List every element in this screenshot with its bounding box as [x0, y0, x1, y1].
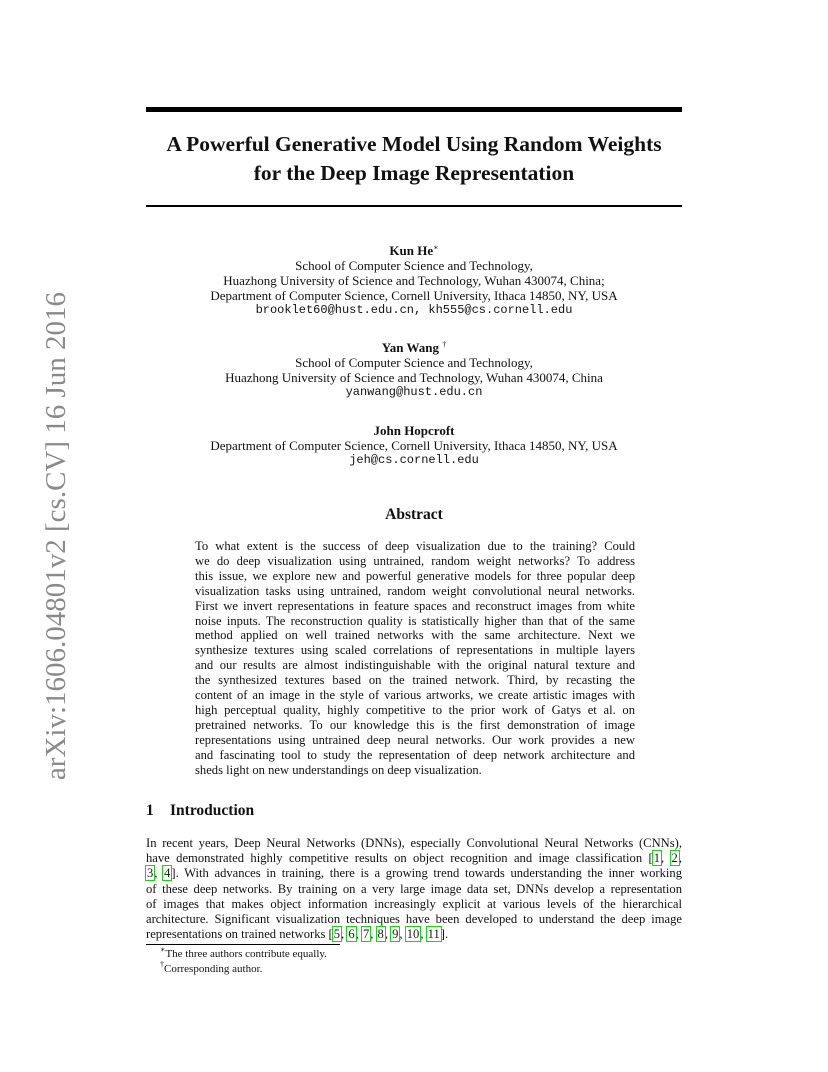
intro-line: 3, 4]. With advances in training, there is a growing trend towards understanding the inner working	[147, 866, 682, 881]
abstract-line: we do deep visualization using untrained, random weight networks? To address	[195, 553, 635, 568]
affiliation-line: Huazhong University of Science and Technology, Wuhan 430074, China	[225, 370, 603, 385]
intro-line: of images that makes object information increasingly explicit at various levels of the hierarchical	[146, 896, 682, 911]
citation-link[interactable]: 9	[392, 927, 399, 942]
author-email: brooklet60@hust.edu.cn, kh555@cs.cornell.edu	[255, 303, 573, 317]
footnote-1	[160, 945, 327, 961]
abstract-line: pretrained networks. To our knowledge this is the first demonstration of image	[195, 717, 635, 732]
abstract-line: synthesize textures using scaled correlations of representations in multiple layers	[195, 643, 635, 658]
section-title: Introduction	[170, 802, 255, 819]
author-email: jeh@cs.cornell.edu	[349, 453, 479, 467]
intro-text: ]. With advances in training, there is a growing trend towards understanding the inner working	[171, 866, 682, 881]
abstract-line: method applied on well trained networks with the same architecture. Next we	[195, 628, 635, 643]
citation-link[interactable]: 5	[333, 927, 341, 942]
citation-link[interactable]: 10	[406, 927, 420, 942]
title-line-1: A Powerful Generative Model Using Random Weights	[166, 132, 662, 156]
title-top-rule	[146, 107, 682, 112]
citation-link[interactable]: 11	[427, 927, 440, 942]
author-email: yanwang@hust.edu.cn	[345, 385, 483, 399]
footnote-text: Corresponding author.	[164, 963, 263, 975]
arxiv-identifier: arXiv:1606.04801v2 [cs.CV] 16 Jun 2016	[40, 291, 72, 781]
abstract-line: and fascinating tool to study the representation of deep network architecture and	[195, 747, 635, 762]
abstract-line: To what extent is the success of deep visualization due to the training? Could	[195, 539, 635, 553]
abstract-body	[195, 539, 635, 778]
citation-link[interactable]: 4	[164, 866, 171, 881]
affiliation-line: Department of Computer Science, Cornell University, Ithaca 14850, NY, USA	[210, 438, 618, 453]
footnote-mark: †	[160, 960, 164, 969]
abstract-line: noise inputs. The reconstruction quality is statistically higher than that of the same	[195, 613, 635, 628]
footnote-2	[160, 960, 263, 976]
paper-title	[130, 130, 698, 188]
abstract-line: this issue, we explore new and powerful generative models for three popular deep	[195, 568, 635, 583]
author-mark: ∗	[433, 243, 439, 252]
abstract-line: the synthesized textures based on the trained network. Third, by recasting the	[195, 673, 635, 688]
citation-link[interactable]: 2	[671, 851, 678, 866]
citation-link[interactable]: 8	[377, 927, 384, 942]
intro-line: In recent years, Deep Neural Networks (DNNs), especially Convolutional Neural Networks (CNNs),	[146, 836, 682, 850]
author-name: Kun He	[389, 243, 434, 258]
abstract-line: sheds light on new understandings on deep visualization.	[195, 762, 482, 777]
abstract-line: content of an image in the style of various artworks, we create artistic images with	[195, 688, 635, 703]
citation-link[interactable]: 3	[147, 866, 154, 881]
citation-link[interactable]: 7	[362, 927, 370, 942]
author-name: John Hopcroft	[373, 423, 455, 438]
affiliation-line: Department of Computer Science, Cornell University, Ithaca 14850, NY, USA	[210, 288, 618, 303]
abstract-line: high perceptual quality, highly competitive to the prior work of Gatys et al. on	[195, 702, 635, 717]
section-heading-introduction	[146, 802, 254, 820]
author-block-kun-he	[146, 243, 682, 318]
intro-line: architecture. Significant visualization techniques have been developed to understand the deep image	[146, 912, 682, 927]
intro-text: representations on trained networks [	[146, 927, 333, 942]
intro-line: representations on trained networks [5, 6, 7, 8, 9, 10, 11].	[146, 927, 449, 942]
intro-text: have demonstrated highly competitive results on object recognition and image classification [	[146, 851, 653, 866]
affiliation-line: School of Computer Science and Technology,	[295, 355, 533, 370]
affiliation-line: Huazhong University of Science and Technology, Wuhan 430074, China;	[223, 273, 605, 288]
abstract-line: representations using untrained deep neural networks. Our work provides a new	[195, 732, 635, 747]
citation-link[interactable]: 6	[348, 927, 355, 942]
title-line-2: for the Deep Image Representation	[253, 161, 575, 185]
author-block-yan-wang	[146, 340, 682, 400]
intro-line: have demonstrated highly competitive results on object recognition and image classification [1, 2,	[146, 851, 682, 866]
footnote-rule	[146, 944, 340, 945]
citation-link[interactable]: 1	[653, 851, 660, 866]
abstract-line: First we invert representations in feature spaces and reconstruct images from white	[195, 598, 635, 613]
author-block-john-hopcroft	[146, 423, 682, 468]
affiliation-line: School of Computer Science and Technology,	[295, 258, 533, 273]
footnote-mark: ∗	[160, 945, 166, 954]
abstract-heading: Abstract	[385, 506, 443, 523]
abstract-line: visualization tasks using untrained, random weight convolutional neural networks.	[195, 583, 635, 598]
intro-line: of these deep networks. By training on a very large image data set, DNNs develop a representation	[146, 881, 682, 896]
introduction-paragraph	[146, 836, 682, 942]
author-mark: †	[442, 340, 447, 349]
title-bottom-rule	[146, 205, 682, 207]
section-number: 1	[146, 802, 154, 819]
intro-text: ].	[440, 927, 449, 942]
abstract-line: and our results are almost indistinguishable with the original natural texture and	[195, 658, 635, 673]
footnote-text: The three authors contribute equally.	[165, 948, 327, 960]
author-name: Yan Wang	[381, 340, 439, 355]
